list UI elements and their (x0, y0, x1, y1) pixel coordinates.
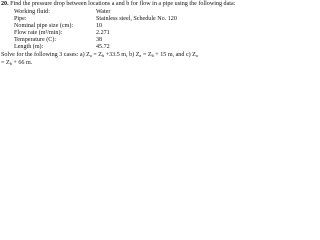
problem-intro: Find the pressure drop between locations a and b for flow in a pipe using the following data: (10, 1, 236, 7)
solve-instruction-line-2 (1, 60, 199, 67)
parameter-value: Stainless steel, Schedule No. 120 (96, 16, 177, 22)
parameter-label: Working fluid: (14, 9, 50, 15)
solve-text-fragment: + 15 m, and c) Z (153, 52, 196, 58)
parameter-row-length (14, 43, 200, 51)
subscript: a (139, 53, 142, 58)
solve-text-fragment: Solve for the following 3 cases: a) Z (1, 52, 90, 58)
parameter-label: Length (m): (14, 44, 44, 50)
parameter-value: 38 (96, 37, 103, 43)
textbook-problem (0, 0, 236, 69)
parameter-value: 10 (96, 23, 103, 29)
parameter-label: Pipe: (14, 16, 27, 22)
parameter-label: Temperature (C): (14, 37, 57, 43)
solve-text-fragment: +33.5 m, b) Z (104, 52, 140, 58)
parameter-value: 2.271 (96, 30, 110, 36)
subscript: b (9, 61, 12, 66)
solve-text-fragment: = Z (141, 52, 152, 58)
subscript: b (102, 53, 105, 58)
solve-text-fragment: + 66 m. (11, 60, 33, 66)
solve-text-fragment: = Z (91, 52, 102, 58)
parameter-value: Water (96, 9, 111, 15)
subscript: a (195, 53, 198, 58)
parameter-label: Flow rate (m³/min): (14, 30, 63, 36)
solve-instruction-line-1 (1, 52, 199, 59)
parameter-label: Nominal pipe size (cm): (14, 23, 74, 29)
solve-text-fragment: = Z (1, 60, 10, 66)
parameter-value: 45.72 (96, 44, 110, 50)
problem-statement (1, 1, 236, 8)
subscript: a (89, 53, 92, 58)
problem-number: 20. (1, 1, 9, 7)
subscript: b (151, 53, 154, 58)
